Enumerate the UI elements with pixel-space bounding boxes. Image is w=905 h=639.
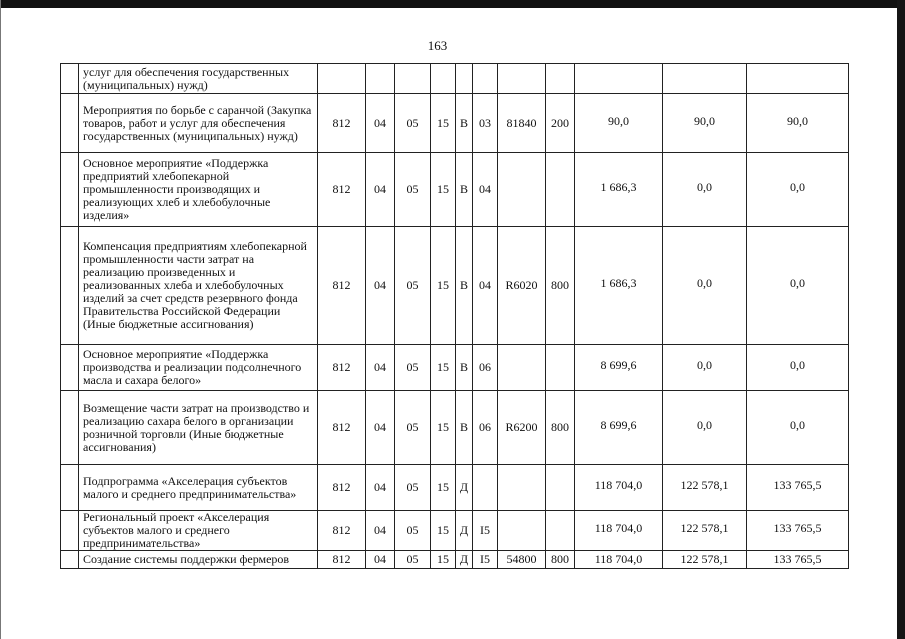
cell-subsection: 05 (395, 511, 431, 551)
cell-admin-code: 812 (318, 391, 366, 465)
cell-program: 15 (431, 227, 456, 345)
cell-amount-year3: 0,0 (747, 391, 849, 465)
cell-subsection: 05 (395, 465, 431, 511)
cell-amount-year2: 122 578,1 (663, 551, 747, 569)
cell-subsection: 05 (395, 227, 431, 345)
cell-subsection: 05 (395, 345, 431, 391)
row-name: Компенсация предприятиям хлебопекарной промышленности части затрат на реализацию произведенных и реализованных хлеба и хлебобулочных изделий за счет средств резервного фонда Правительства Российской Федерации (Иные бюджетные ассигнования) (79, 227, 318, 345)
table-row (61, 345, 849, 391)
cell-direction-code (498, 345, 546, 391)
table-row (61, 391, 849, 465)
cell-direction-code (498, 511, 546, 551)
cell-expense-type: 800 (546, 551, 575, 569)
cell-amount-year3: 0,0 (747, 345, 849, 391)
cell-expense-type (546, 511, 575, 551)
cell-amount-year2: 90,0 (663, 94, 747, 153)
cell-admin-code: 812 (318, 227, 366, 345)
table-row (61, 465, 849, 511)
cell-amount-year3 (747, 64, 849, 94)
row-name: Основное мероприятие «Поддержка предприятий хлебопекарной промышленности производящих и реализующих хлеб и хлебобулочные изделия» (79, 153, 318, 227)
cell-subprogram (456, 64, 473, 94)
cell-direction-code: R6200 (498, 391, 546, 465)
row-marker-cell (61, 345, 79, 391)
scan-border-right (897, 0, 905, 639)
row-marker-cell (61, 551, 79, 569)
cell-direction-code: 54800 (498, 551, 546, 569)
cell-subsection: 05 (395, 391, 431, 465)
scan-border-left (0, 0, 1, 639)
row-name: Мероприятия по борьбе с саранчой (Закупка товаров, работ и услуг для обеспечения государственных (муниципальных) нужд) (79, 94, 318, 153)
cell-direction-code (498, 64, 546, 94)
cell-admin-code: 812 (318, 511, 366, 551)
cell-amount-year3: 133 765,5 (747, 465, 849, 511)
cell-program: 15 (431, 94, 456, 153)
row-marker-cell (61, 511, 79, 551)
cell-direction-code (498, 465, 546, 511)
cell-amount-year2 (663, 64, 747, 94)
cell-subsection (395, 64, 431, 94)
cell-program: 15 (431, 153, 456, 227)
cell-admin-code: 812 (318, 465, 366, 511)
cell-amount-year3: 0,0 (747, 227, 849, 345)
cell-program: 15 (431, 345, 456, 391)
cell-amount-year2: 0,0 (663, 391, 747, 465)
row-name: Основное мероприятие «Поддержка производства и реализации подсолнечного масла и сахара белого» (79, 345, 318, 391)
cell-event: I5 (473, 551, 498, 569)
cell-amount-year2: 0,0 (663, 345, 747, 391)
cell-event: 06 (473, 345, 498, 391)
cell-amount-year1: 1 686,3 (575, 153, 663, 227)
cell-expense-type: 200 (546, 94, 575, 153)
cell-section: 04 (366, 153, 395, 227)
cell-subsection: 05 (395, 153, 431, 227)
cell-event: 04 (473, 227, 498, 345)
cell-subprogram: В (456, 391, 473, 465)
cell-amount-year2: 0,0 (663, 153, 747, 227)
cell-event (473, 64, 498, 94)
cell-section: 04 (366, 391, 395, 465)
cell-expense-type (546, 64, 575, 94)
cell-amount-year1: 8 699,6 (575, 345, 663, 391)
cell-subprogram: Д (456, 511, 473, 551)
cell-amount-year2: 0,0 (663, 227, 747, 345)
cell-program: 15 (431, 465, 456, 511)
row-name: Региональный проект «Акселерация субъектов малого и среднего предпринимательства» (79, 511, 318, 551)
cell-amount-year1: 118 704,0 (575, 551, 663, 569)
cell-admin-code (318, 64, 366, 94)
cell-section: 04 (366, 345, 395, 391)
cell-amount-year3: 133 765,5 (747, 551, 849, 569)
cell-amount-year1: 118 704,0 (575, 465, 663, 511)
cell-direction-code (498, 153, 546, 227)
table-row (61, 64, 849, 94)
cell-event: 04 (473, 153, 498, 227)
cell-direction-code: R6020 (498, 227, 546, 345)
cell-admin-code: 812 (318, 551, 366, 569)
cell-expense-type: 800 (546, 391, 575, 465)
cell-expense-type (546, 153, 575, 227)
row-marker-cell (61, 64, 79, 94)
cell-subprogram: В (456, 227, 473, 345)
cell-subprogram: В (456, 153, 473, 227)
page-number: 163 (427, 38, 448, 53)
scan-border-top (0, 0, 905, 8)
cell-subprogram: Д (456, 465, 473, 511)
cell-subsection: 05 (395, 94, 431, 153)
cell-amount-year1: 8 699,6 (575, 391, 663, 465)
row-name: услуг для обеспечения государственных (муниципальных) нужд) (79, 64, 318, 94)
cell-amount-year1 (575, 64, 663, 94)
cell-event: 06 (473, 391, 498, 465)
row-marker-cell (61, 94, 79, 153)
table-row (61, 153, 849, 227)
table-row (61, 94, 849, 153)
cell-section: 04 (366, 227, 395, 345)
cell-program (431, 64, 456, 94)
cell-event: 03 (473, 94, 498, 153)
cell-section: 04 (366, 465, 395, 511)
row-marker-cell (61, 153, 79, 227)
cell-section (366, 64, 395, 94)
row-marker-cell (61, 465, 79, 511)
cell-event (473, 465, 498, 511)
table-row (61, 227, 849, 345)
cell-amount-year1: 118 704,0 (575, 511, 663, 551)
table-row (61, 551, 849, 569)
cell-amount-year2: 122 578,1 (663, 511, 747, 551)
cell-amount-year1: 1 686,3 (575, 227, 663, 345)
cell-admin-code: 812 (318, 94, 366, 153)
row-name: Создание системы поддержки фермеров (79, 551, 318, 569)
cell-amount-year1: 90,0 (575, 94, 663, 153)
cell-expense-type (546, 345, 575, 391)
cell-program: 15 (431, 391, 456, 465)
cell-subprogram: Д (456, 551, 473, 569)
table-row (61, 511, 849, 551)
cell-program: 15 (431, 551, 456, 569)
cell-amount-year2: 122 578,1 (663, 465, 747, 511)
cell-subprogram: В (456, 94, 473, 153)
cell-subprogram: В (456, 345, 473, 391)
row-name: Подпрограмма «Акселерация субъектов малого и среднего предпринимательства» (79, 465, 318, 511)
cell-section: 04 (366, 94, 395, 153)
cell-expense-type (546, 465, 575, 511)
row-marker-cell (61, 391, 79, 465)
cell-amount-year3: 90,0 (747, 94, 849, 153)
row-name: Возмещение части затрат на производство и реализацию сахара белого в организации розничной торговли (Иные бюджетные ассигнования) (79, 391, 318, 465)
cell-direction-code: 81840 (498, 94, 546, 153)
cell-admin-code: 812 (318, 345, 366, 391)
cell-expense-type: 800 (546, 227, 575, 345)
cell-section: 04 (366, 551, 395, 569)
cell-amount-year3: 133 765,5 (747, 511, 849, 551)
cell-event: I5 (473, 511, 498, 551)
budget-table (60, 63, 849, 569)
cell-section: 04 (366, 511, 395, 551)
cell-amount-year3: 0,0 (747, 153, 849, 227)
cell-subsection: 05 (395, 551, 431, 569)
row-marker-cell (61, 227, 79, 345)
cell-admin-code: 812 (318, 153, 366, 227)
cell-program: 15 (431, 511, 456, 551)
